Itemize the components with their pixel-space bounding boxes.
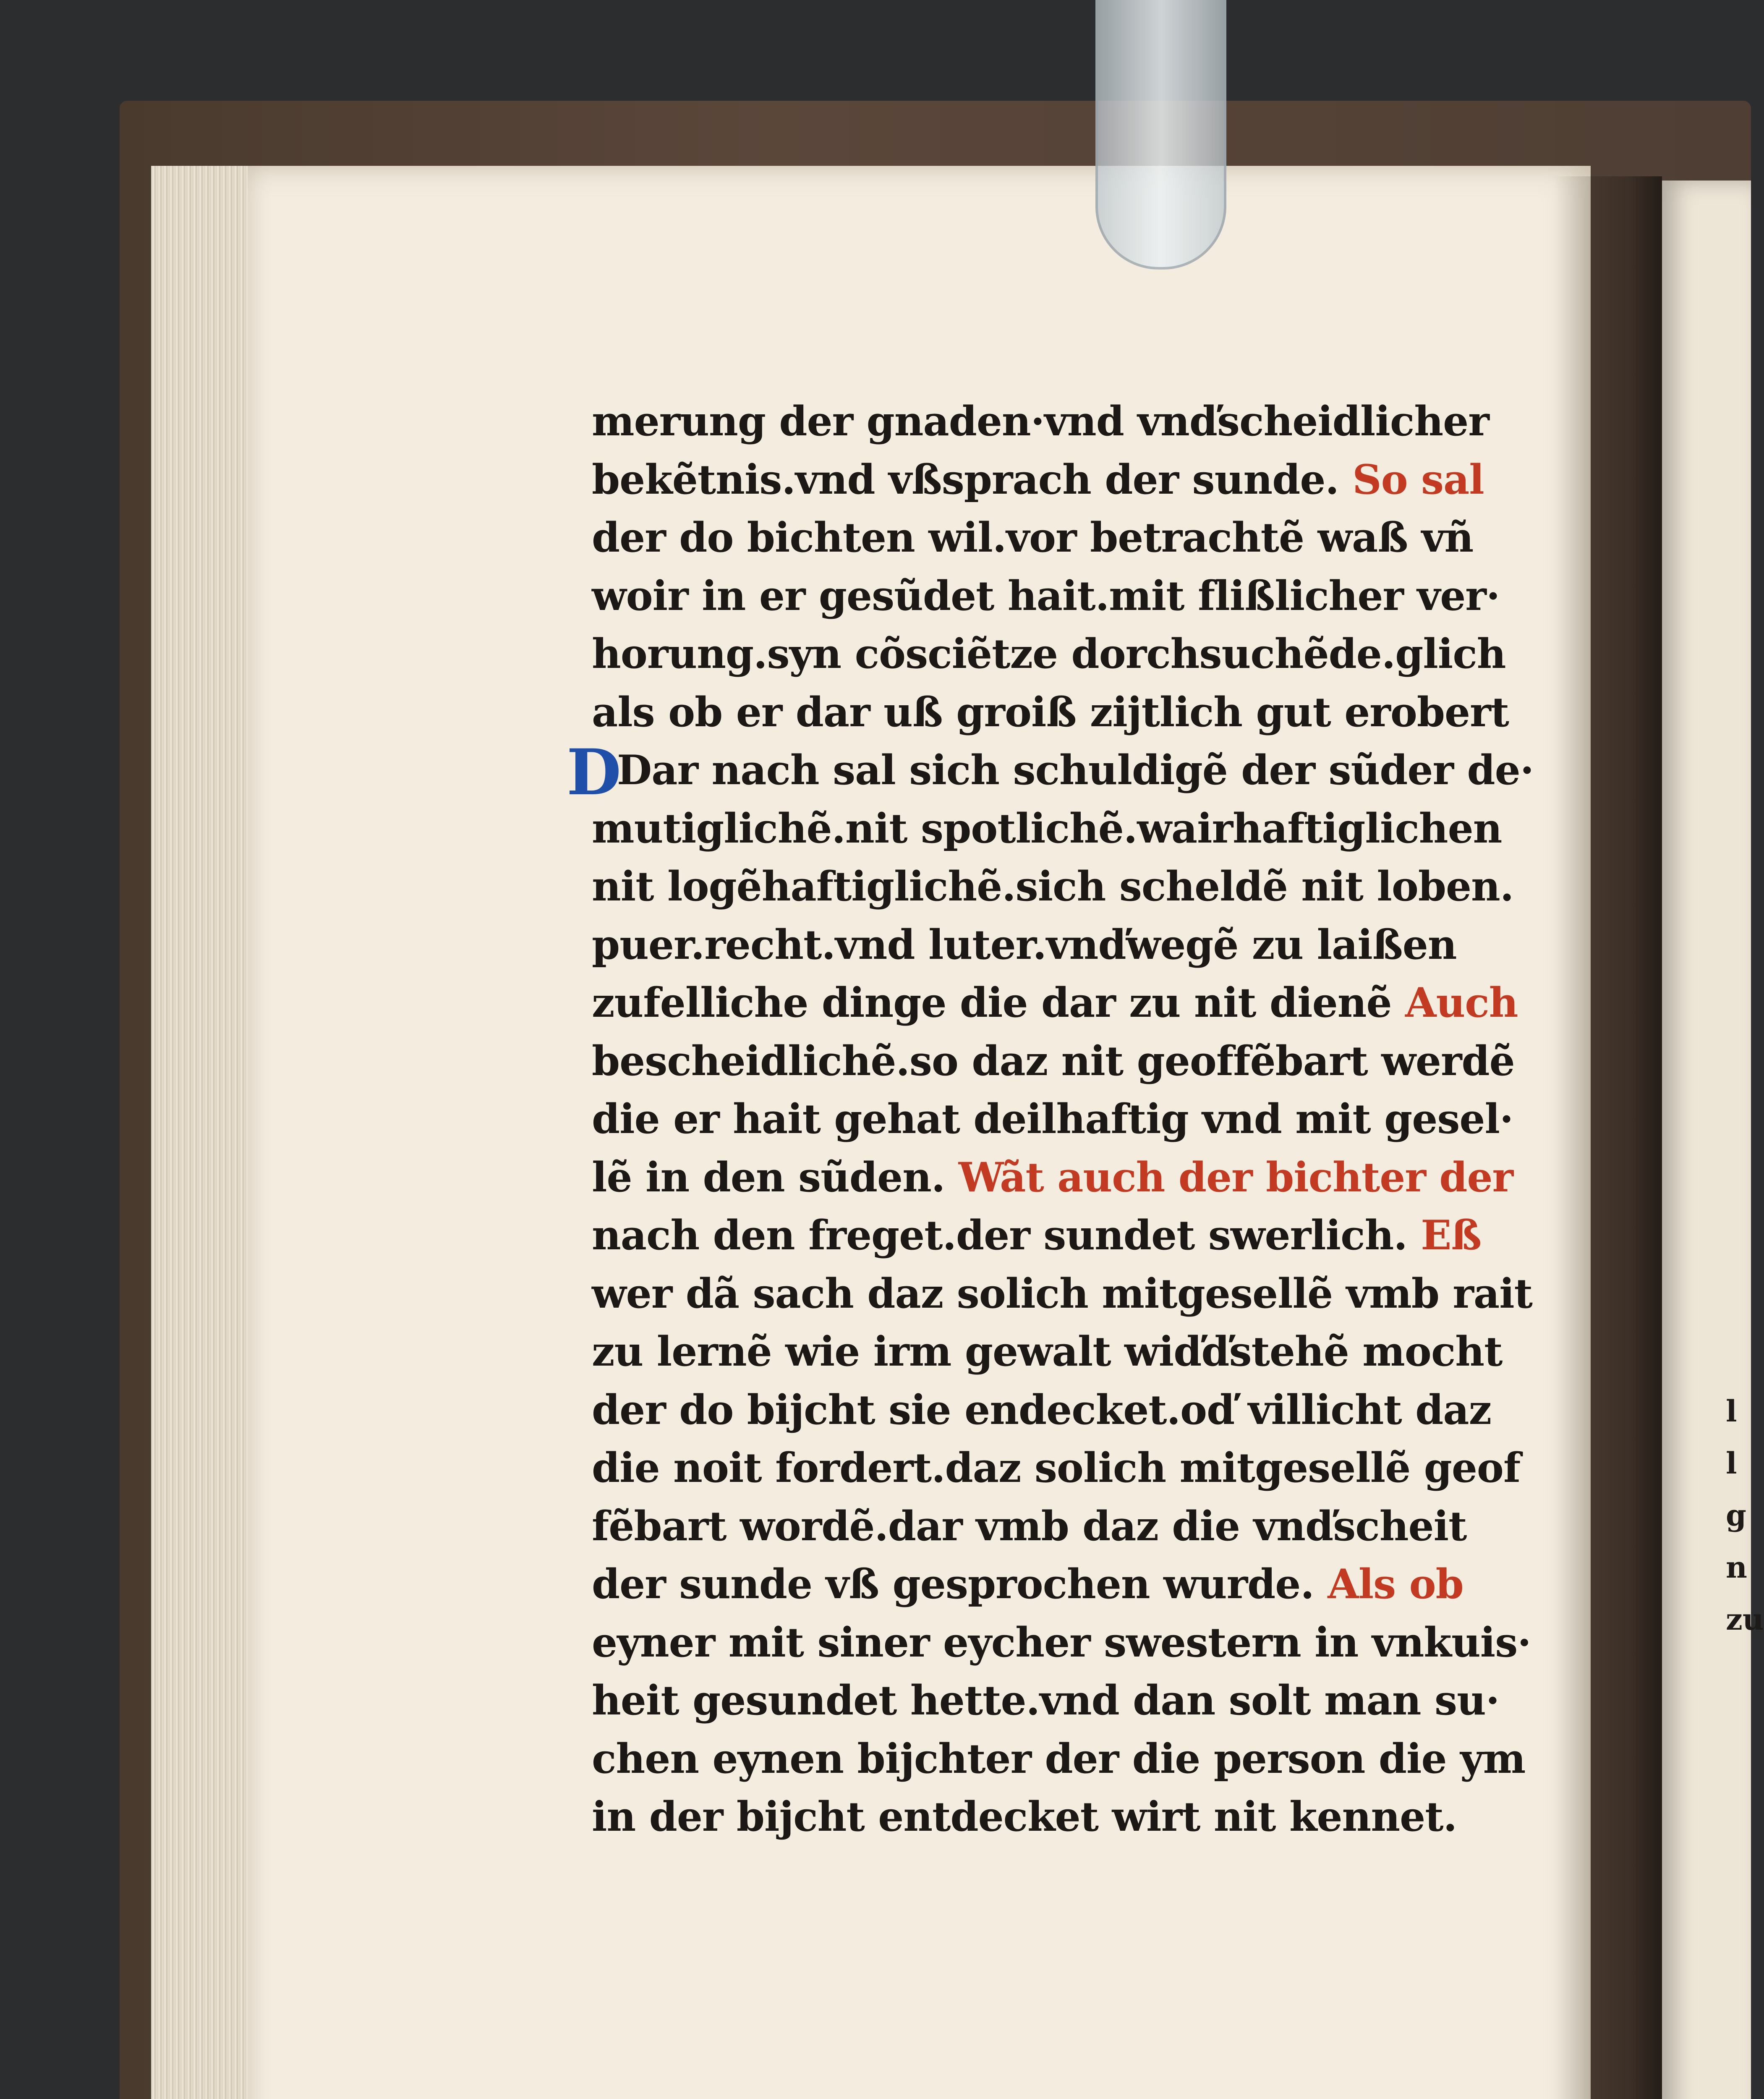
text-line: lẽ in den sũden. Wãt auch der bichter der (592, 1153, 1513, 1201)
printed-text-block (567, 393, 1534, 1846)
text-line: der sunde vß gesprochen wurde. Als ob (592, 1560, 1463, 1608)
facing-fragment: l (1726, 1394, 1737, 1429)
text-line: bescheidlichẽ.so daz nit geoffẽbart werdẽ (592, 1037, 1515, 1085)
text-line: als ob er dar uß groiß zijtlich gut erobert (592, 688, 1509, 736)
text-line: mutiglichẽ.nit spotlichẽ.wairhaftiglichen (592, 804, 1502, 852)
text-line: nach den freget.der sundet swerlich. Eß (592, 1212, 1482, 1259)
facing-page-text (1726, 1385, 1764, 1646)
text-line: heit gesundet hette.vnd dan solt man su· (592, 1677, 1500, 1724)
facing-fragment: n (1726, 1550, 1747, 1585)
text-line: fẽbart wordẽ.dar vmb daz die vnďscheit (592, 1502, 1467, 1550)
rubric-mark: Eß (1421, 1212, 1482, 1259)
text-line: puer.recht.vnd luter.vnďwegẽ zu laißen (592, 921, 1457, 968)
text-line: zufelliche dinge die dar zu nit dienẽ Auch (592, 979, 1518, 1026)
text-line: der do bijcht sie endecket.oď villicht daz (592, 1386, 1492, 1434)
text-line: in der bijcht entdecket wirt nit kennet. (592, 1793, 1457, 1840)
blue-initial: D (567, 735, 621, 809)
text-line: nit logẽhaftiglichẽ.sich scheldẽ nit loben. (592, 863, 1514, 910)
text-line: der do bichten wil.vor betrachtẽ waß vñ (592, 514, 1474, 561)
text-line: horung.syn cõsciẽtze dorchsuchẽde.glich (592, 630, 1506, 678)
rubric-mark: Wãt auch der bichter der (958, 1153, 1513, 1201)
text-line: merung der gnaden·vnd vnďscheidlicher (592, 398, 1489, 445)
rubric-mark: So sal (1352, 455, 1484, 503)
page-clip-top (1095, 0, 1226, 270)
recto-page (1662, 181, 1764, 2099)
text-line: die er hait gehat deilhaftig vnd mit gesel· (592, 1095, 1513, 1143)
facing-fragment: g (1726, 1498, 1746, 1533)
rubric-mark: Als ob (1328, 1560, 1463, 1608)
text-line: zu lernẽ wie irm gewalt wiďďstehẽ mocht (592, 1328, 1503, 1375)
text-line: chen eynen bijchter der die person die ym (592, 1735, 1526, 1782)
text-line: Dar nach sal sich schuldigẽ der sũder de· (617, 746, 1534, 794)
text-line: die noit fordert.daz solich mitgesellẽ geof (592, 1444, 1521, 1492)
text-line: woir in er gesũdet hait.mit flißlicher ver· (592, 572, 1500, 620)
text-line: bekẽtnis.vnd vßsprach der sunde. So sal (592, 455, 1484, 503)
text-line: wer dã sach daz solich mitgesellẽ vmb rait (592, 1269, 1532, 1317)
text-line: eyner mit siner eycher swestern in vnkuis· (592, 1618, 1531, 1666)
page-edges (151, 166, 248, 2099)
facing-fragment: l (1726, 1446, 1737, 1481)
facing-fragment: zu (1726, 1602, 1764, 1637)
gutter-shadow (1553, 176, 1662, 2099)
rubric-mark: Auch (1405, 979, 1518, 1026)
